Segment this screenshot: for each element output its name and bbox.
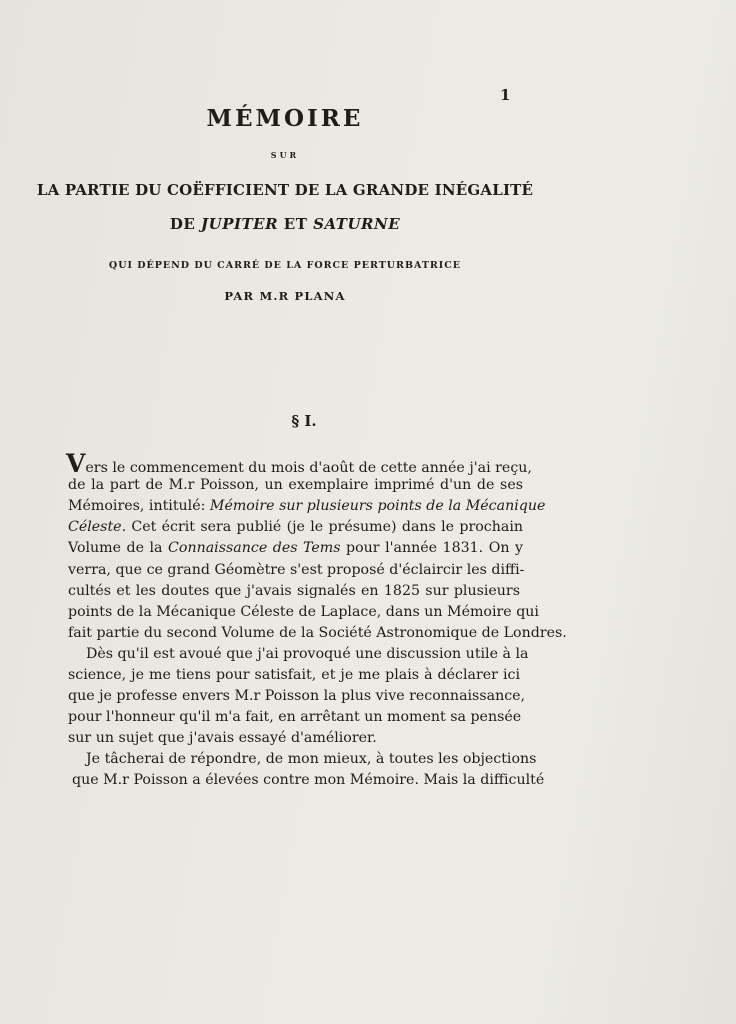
subtitle-depend-line: QUI DÉPEND DU CARRÉ DE LA FORCE PERTURBATRICE [108, 260, 462, 271]
body-line: sur un sujet que j'avais essayé d'améliorer. [68, 730, 377, 746]
body-line: cultés et les doutes que j'avais signalés en 1825 sur plusieurs [68, 583, 520, 599]
page-title: MÉMOIRE [206, 105, 364, 132]
author-line: PAR M.R PLANA [224, 289, 346, 303]
body-line: de la part de M.r Poisson, un exemplaire imprimé d'un de ses [68, 477, 523, 493]
body-line: points de la Mécanique Céleste de Laplace, dans un Mémoire qui [68, 604, 539, 620]
body-text: pour l'année 1831. On y [340, 540, 523, 556]
subtitle-saturne: SATURNE [313, 215, 401, 233]
italic-title: Connaissance des Tems [168, 540, 341, 556]
subtitle-jupiter: JUPITER [201, 215, 279, 233]
body-line [68, 539, 523, 557]
body-line: Je tâcherai de répondre, de mon mieux, à toutes les objections [86, 751, 537, 767]
body-line: Dès qu'il est avoué que j'ai provoqué une discussion utile à la [86, 646, 529, 662]
drop-cap: V [66, 449, 86, 478]
title-connector: SUR [270, 150, 300, 160]
page-number: 1 [500, 86, 511, 104]
body-line [68, 518, 523, 536]
body-line: science, je me tiens pour satisfait, et je me plais à déclarer ici [68, 667, 520, 683]
subtitle-line-1: LA PARTIE DU COËFFICIENT DE LA GRANDE INÉGALITÉ [36, 181, 534, 199]
body-line: que je professe envers M.r Poisson la plus vive reconnaissance, [68, 688, 526, 704]
subtitle-et: ET [278, 215, 314, 233]
section-heading: § I. [291, 412, 317, 430]
body-line: fait partie du second Volume de la Société Astronomique de Londres. [68, 625, 567, 641]
body-line: pour l'honneur qu'il m'a fait, en arrêtant un moment sa pensée [68, 709, 522, 725]
body-text: Mémoires, intitulé: [68, 498, 210, 514]
subtitle-line-2 [0, 215, 570, 233]
italic-title: Céleste. [68, 519, 127, 535]
body-line [66, 449, 532, 478]
subtitle-de: DE [169, 215, 202, 233]
body-text: Cet écrit sera publié (je le présume) dans le prochain [126, 519, 523, 535]
body-line: que M.r Poisson a élevées contre mon Mémoire. Mais la difficulté [72, 772, 545, 788]
body-text: ers le commencement du mois d'août de cette année j'ai reçu, [85, 460, 532, 476]
body-text: Volume de la [68, 540, 169, 556]
body-line [68, 497, 546, 515]
italic-title: Mémoire sur plusieurs points de la Mécanique [209, 498, 546, 514]
body-line: verra, que ce grand Géomètre s'est proposé d'éclaircir les diffi- [68, 562, 525, 578]
